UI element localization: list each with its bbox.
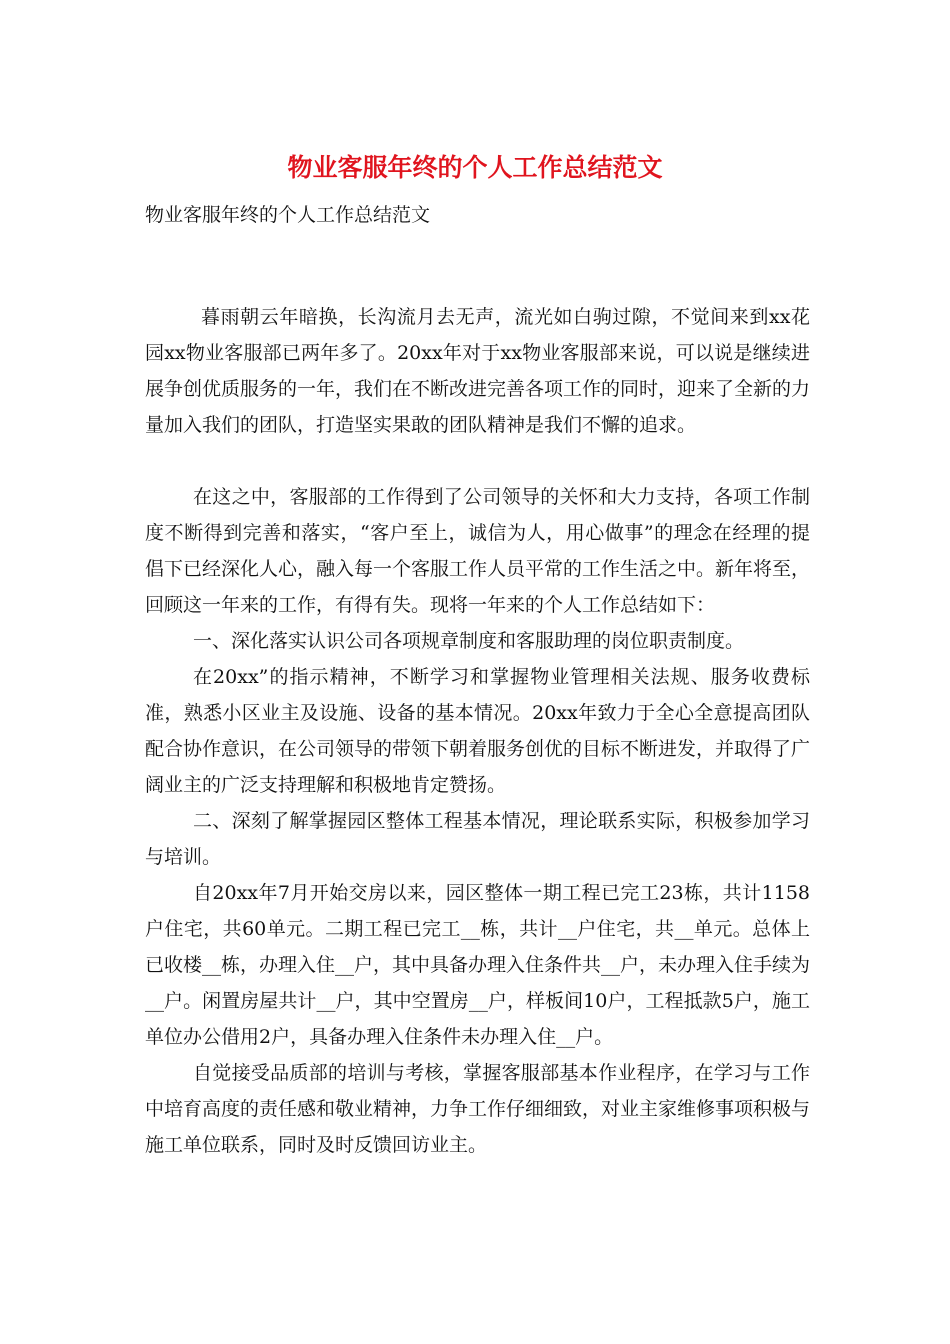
document-title: 物业客服年终的个人工作总结范文 xyxy=(287,153,663,182)
section-heading-2: 二、深刻了解掌握园区整体工程基本情况，理论联系实际，积极参加学习与培训。 xyxy=(145,810,810,868)
paragraph-section-2-project: 自20xx年7月开始交房以来，园区整体一期工程已完工23栋，共计1158户住宅，共60单元。二期工程已完工__栋，共计__户住宅，共__单元。总体上已收楼__栋，办理入住__户，其中具备办理入住条件共__户，未办理入住手续为__户。闲置房屋共计__户，其中空置房__户，样板间10户，工程抵款5户，施工单位办公借用2户，具备办理入住条件未办理入住__户。 xyxy=(145,882,811,1048)
section-heading-1: 一、深化落实认识公司各项规章制度和客服助理的岗位职责制度。 xyxy=(193,630,745,652)
document-subtitle: 物业客服年终的个人工作总结范文 xyxy=(145,204,431,226)
paragraph-intro: 暮雨朝云年暗换，长沟流月去无声，流光如白驹过隙，不觉间来到xx花园xx物业客服部已两年多了。20xx年对于xx物业客服部来说，可以说是继续进展争创优质服务的一年，我们在不断改进完善各项工作的同时，迎来了全新的力量加入我们的团队，打造坚实果敢的团队精神是我们不懈的追求。 xyxy=(145,306,811,436)
paragraph-overview: 在这之中，客服部的工作得到了公司领导的关怀和大力支持，各项工作制度不断得到完善和落实，“客户至上，诚信为人，用心做事”的理念在经理的提倡下已经深化人心，融入每一个客服工作人员平常的工作生活之中。新年将至，回顾这一年来的工作，有得有失。现将一年来的个人工作总结如下： xyxy=(145,486,811,616)
paragraph-section-1: 在20xx”的指示精神，不断学习和掌握物业管理相关法规、服务收费标准，熟悉小区业主及设施、设备的基本情况。20xx年致力于全心全意提高团队配合协作意识，在公司领导的带领下朝着服务创优的目标不断进发，并取得了广阔业主的广泛支持理解和积极地肯定赞扬。 xyxy=(145,666,811,796)
paragraph-section-2-training: 自觉接受品质部的培训与考核，掌握客服部基本作业程序，在学习与工作中培育高度的责任感和敬业精神，力争工作仔细细致，对业主家维修事项积极与施工单位联系，同时及时反馈回访业主。 xyxy=(145,1062,811,1156)
